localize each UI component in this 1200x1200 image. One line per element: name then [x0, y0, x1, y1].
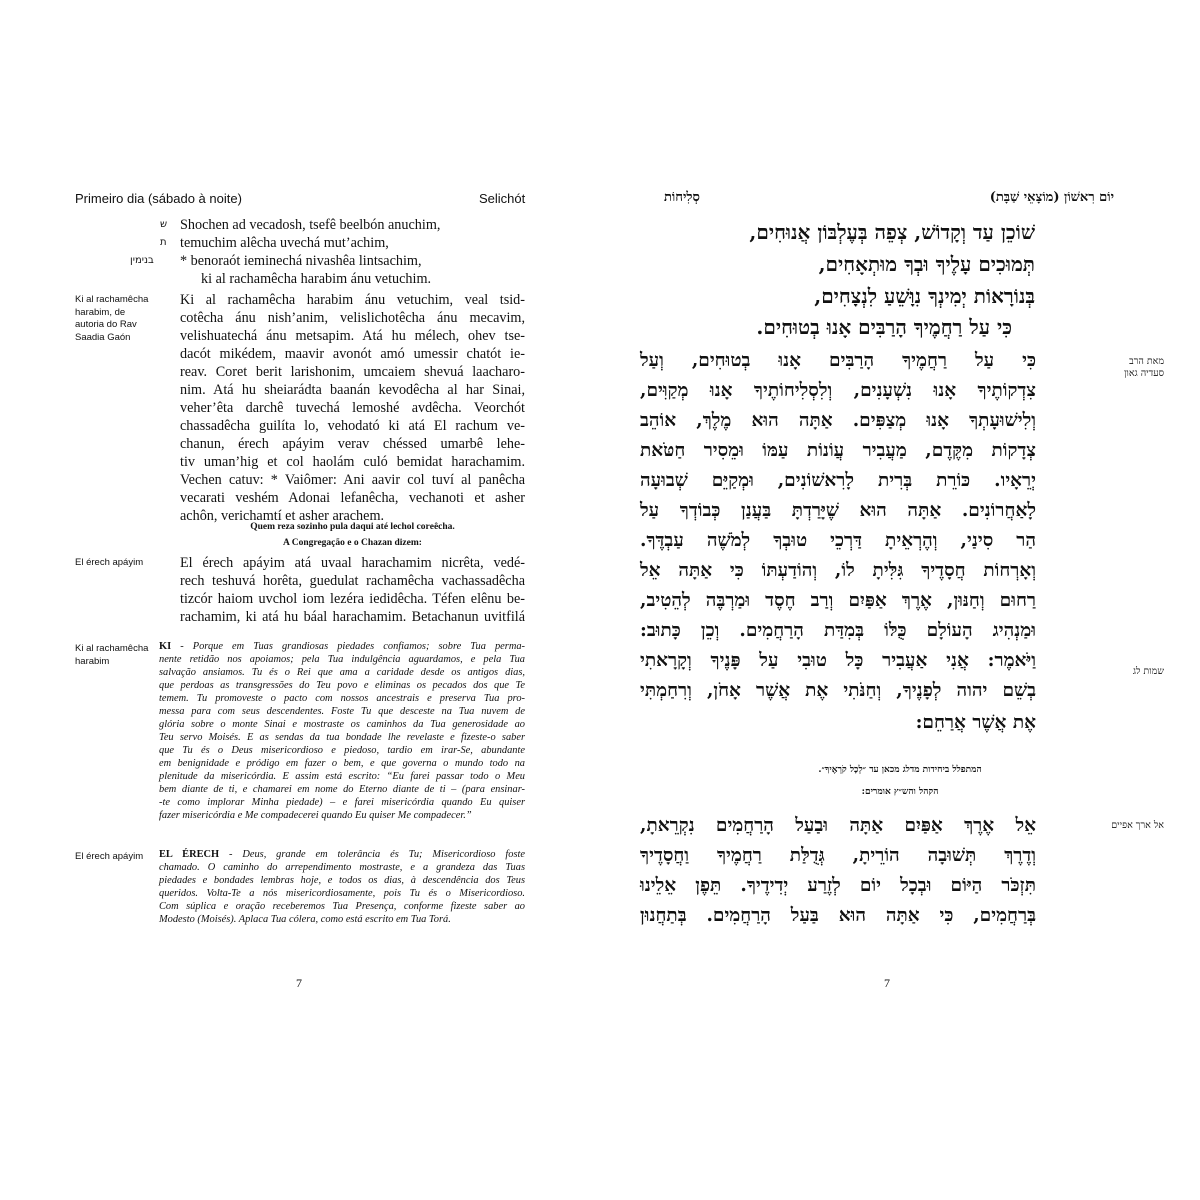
- hebrew-text-line: צִדְקוֹתֶיךָ אָנוּ נִשְׁעָנִים, וְלִסְלִיחוֹתֶיךָ אָנוּ מְקַוִּים,: [640, 380, 1036, 401]
- poem-line: * benoraót ieminechá nivashêa lintsachim,: [180, 253, 422, 269]
- text-line: vecarati veshém Adonai lefanêcha, vechanoti et asher: [180, 490, 525, 506]
- running-header-left: סְלִיחוֹת: [664, 190, 700, 205]
- translation-line: Com súplica e oração receberemos Tua Presença, conforme fizeste saber ao: [159, 901, 525, 912]
- poem-line: ki al rachamêcha harabim ánu vetuchim.: [201, 271, 432, 287]
- instruction-congregation: A Congregação e o Chazan dizem:: [283, 538, 422, 548]
- hebrew-text-line: וְאָרְחוֹת חֲסָדֶיךָ גִּלִּיתָ לוֹ, וְהוֹדַעְתּוֹ כִּי אַתָּה אֵל: [640, 560, 1036, 581]
- hebrew-text-line: וְדֶרֶךְ תְּשׁוּבָה הוֹרֵיתָ, גְּדֻלַּת רַחֲמֶיךָ וַחֲסָדֶיךָ: [640, 845, 1036, 866]
- translation-line: EL ÉRECH - Deus, grande em tolerância és Tu; Misericordioso foste: [159, 849, 525, 860]
- text-line: El érech apáyim atá uvaal harachamim nicrêta, vedé-: [180, 555, 525, 571]
- text-line: tiv uman’hig et col haolám culó bemidat harachamim.: [180, 454, 525, 470]
- translation-line: fazer misericórdia e Me compadecerei quando Eu quiser Me compadecer.”: [159, 810, 472, 821]
- hebrew-text-line: רַחוּם וְחַנּוּן, אֶרֶךְ אַפַּיִם וְרַב חֶסֶד וּמַרְבֶּה לְהֵטִיב,: [640, 590, 1036, 611]
- text-line: veher’êta darchê tuvechá lemoshé avdêcha. Veorchót: [180, 400, 525, 416]
- hebrew-text-line: לָאַחֲרוֹנִים. אַתָּה הוּא שֶׁיָּרַדְתָּ בַּעֲנַן כְּבוֹדְךָ עַל: [640, 500, 1036, 521]
- hebrew-text-line: צְדָקוֹת מִקֶּדֶם, מַעֲבִיר עֲוֹנוֹת עַמּוֹ וּמֵסִיר חַטֹּאת: [640, 440, 1036, 461]
- text-line: Vechen catuv: * Vaiômer: Ani aavir col tuví al panêcha: [180, 472, 525, 488]
- poem-line: temuchim alêcha uvechá mut’achim,: [180, 235, 389, 251]
- poem-line: Shochen ad vecadosh, tsefê beelbón anuchim,: [180, 217, 441, 233]
- hebrew-text-line: יְרֵאָיו. כּוֹרֵת בְּרִית לָרִאשׁוֹנִים, וּמְקַיֵּם שְׁבוּעָה: [640, 470, 1036, 491]
- translation-line: temem. Tu promoveste o pacto com nossos ancestrais e preserva Tua pro-: [159, 693, 525, 704]
- translation-line: piedades e bondades lembras hoje, e todos os dias, à descendência dos Teus: [159, 875, 525, 886]
- hebrew-poem-line: תְּמוּכִים עָלֶיךָ וּבְךָ מוּתְאָחִים,: [818, 252, 1035, 276]
- text-line: rachamim, ki atá hu báal harachamim. Betachanun uvitfilá: [180, 609, 525, 625]
- side-note-author: מאת הרב סעדיה גאון: [1123, 356, 1164, 379]
- side-note-erech-translation: El érech apáyim: [75, 851, 144, 862]
- text-line: velishuatechá ánu metsapim. Atá hu mélech, ohev tse-: [180, 328, 525, 344]
- translation-line: que Tu és o Deus misericordioso e piedoso, tardio em irar-Se, abundante: [159, 745, 525, 756]
- hebrew-text-line: וּמַנְהִיג הָעוֹלָם כֻּלּוֹ בְּמִדַּת הָרַחֲמִים. וְכֵן כָּתוּב:: [640, 620, 1036, 641]
- translation-line: Modesto (Moisés). Aplaca Tua cólera, como está escrito em Tua Torá.: [159, 914, 451, 925]
- side-note-erech: El érech apáyim: [75, 557, 144, 568]
- instruction-skip: Quem reza sozinho pula daqui até lechol corеêcha.: [250, 522, 455, 532]
- hebrew-instruction-skip: המתפלל ביחידות מדלג מכאן עד ״לְכָל קֹרְאֶיךָ״.: [818, 765, 982, 775]
- translation-line: -te como implorar Minha piedade) – e farei misericórdia quando Eu quiser: [159, 797, 525, 808]
- translation-line: KI - Porque em Tuas grandiosas piedades confiamos; sobre Tua perma-: [159, 641, 525, 652]
- running-header-left: Primeiro dia (sábado à noite): [75, 191, 242, 206]
- translation-line: que perdoas as transgressões do Teu povo e eliminas os pecados dos que Te: [159, 680, 525, 691]
- text-line: achôn, verichamtí et asher arachem.: [180, 508, 385, 524]
- text-line: chanun, érech apáyim verav chéssed umarbê lehe-: [180, 436, 525, 452]
- text-line: reav. Coret berit larishonim, umcaiem shevuá laacharo-: [180, 364, 525, 380]
- running-header-right: יוֹם רִאשׁוֹן (מוֹצָאֵי שַׁבָּת): [989, 190, 1114, 205]
- hebrew-instruction-congregation: הקהל והש״ץ אומרים:: [861, 787, 939, 797]
- acrostic-letter: ש: [160, 219, 168, 230]
- side-note-reference: שמות לג: [1132, 666, 1164, 677]
- hebrew-text-line: וְלִישׁוּעָתְךָ אָנוּ מְצַפִּים. אַתָּה הוּא מֶלֶךְ, אוֹהֵב: [640, 410, 1036, 431]
- translation-line: chamado. O caminho do arrependimento mostraste, e a grandeza das Tuas: [159, 862, 525, 873]
- translation-line: plenitude da misericórdia. E assim está escrito: “Eu farei passar todo o Meu: [159, 771, 525, 782]
- translation-line: salvação ansiamos. Tu és o Rei que ama a caridade desde os antigos dias,: [159, 667, 525, 678]
- side-note-ki-translation: Ki al rachamêcha harabim: [75, 643, 149, 667]
- translation-line: em benignidade e pródigo em fazer o bem, e que governa o mundo todo na: [159, 758, 525, 769]
- side-note-ki: Ki al rachamêcha harabim, de autoria do Rav Saadia Gaón: [75, 294, 149, 343]
- hebrew-text-line: בְּרַחֲמִים, כִּי אַתָּה הוּא בַּעַל הָרַחֲמִים. בְּתַחֲנוּן: [640, 905, 1036, 926]
- text-line: Ki al rachamêcha harabim ánu vetuchim, veal tsid-: [180, 292, 525, 308]
- translation-line: bem diante de ti, e chamarei em nome do Eterno diante de ti – (para ensinar-: [159, 784, 525, 795]
- hebrew-text-line: כִּי עַל רַחֲמֶיךָ הָרַבִּים אָנוּ בְטוּחִים, וְעַל: [640, 350, 1036, 371]
- text-line: rech teshuvá horêta, guedulat rachamêcha vachassadêcha: [180, 573, 525, 589]
- page-number: 7: [884, 976, 890, 990]
- translation-lead: KI: [159, 641, 172, 652]
- hebrew-text-line: בְשֵׁם יהוה לְפָנֶיךָ, וְחַנֹּתִי אֶת אֲשֶׁר אָחֹן, וְרִחַמְתִּי: [640, 680, 1036, 701]
- poem-author-mark: בנימין: [130, 255, 154, 266]
- hebrew-text-line: אֶת אֲשֶׁר אֲרַחֵם:: [915, 712, 1036, 733]
- text-line: tizcór haiom uvchol iom lezéra iedidêcha. Téfen elênu be-: [180, 591, 525, 607]
- hebrew-text-line: תִּזְכֹּר הַיּוֹם וּבְכָל יוֹם לְזֶרַע יְדִידֶיךָ. תֵּפֶן אֵלֵינוּ: [640, 875, 1036, 896]
- hebrew-poem-line: בְּנוֹרָאוֹת יְמִינְךָ נִוָּשֵׁעַ לִנְצָחִים,: [814, 284, 1035, 308]
- translation-line: glória sobre o monte Sinai e mostraste os caminhos da Tua generosidade ao: [159, 719, 525, 730]
- acrostic-letter: ת: [160, 237, 167, 248]
- text-line: cotêcha ánu nish’anim, velislichotêcha ánu mecavim,: [180, 310, 525, 326]
- right-page: [600, 0, 1200, 1200]
- hebrew-text-line: הַר סִינַי, וְהֶרְאֵיתָ דַּרְכֵי טוּבְךָ לְמֹשֶׁה עַבְדֶּךָ.: [640, 530, 1036, 551]
- hebrew-poem-line: כִּי עַל רַחֲמֶיךָ הָרַבִּים אָנוּ בְטוּחִים.: [756, 315, 1012, 339]
- translation-line: Teu servo Moisés. E as sendas da tua bondade lhe revelaste e fizeste-o saber: [159, 732, 525, 743]
- text-line: chassadêcha guilíta lo, vehodató ki atá El rachum ve-: [180, 418, 525, 434]
- text-line: dacót mikédem, maavir avonót amó umessir chatót ie-: [180, 346, 525, 362]
- hebrew-text-line: אֵל אֶרֶךְ אַפַּיִם אַתָּה וּבַעַל הָרַחֲמִים נִקְרֵאתָ,: [640, 815, 1036, 836]
- running-header-right: Selichót: [479, 191, 526, 206]
- translation-lead: EL ÉRECH: [159, 849, 220, 860]
- hebrew-poem-line: שׁוֹכֵן עַד וְקָדוֹשׁ, צְפֵה בְּעֶלְבּוֹן אֲנוּחִים,: [749, 220, 1035, 244]
- translation-line: queridos. Volta-Te a nós misericordiosamente, pois Tu és o Misericordioso.: [159, 888, 525, 899]
- hebrew-text-line: וַיֹּאמֶר: אֲנִי אַעֲבִיר כָּל טוּבִי עַל פָּנֶיךָ וְקָרָאתִי: [640, 650, 1036, 671]
- translation-line: nente retidão nos apoiamos; pela Tua indulgência aguardamos, e pela Tua: [159, 654, 525, 665]
- page-number: 7: [296, 976, 302, 990]
- text-line: nim. Atá hu sheiarádta baanán kevodêcha al har Sinai,: [180, 382, 525, 398]
- translation-line: messa para com seus descendentes. Foste Tu que desceste na Tua nuvem de: [159, 706, 525, 717]
- side-note-erech: אל ארך אפיים: [1111, 820, 1164, 831]
